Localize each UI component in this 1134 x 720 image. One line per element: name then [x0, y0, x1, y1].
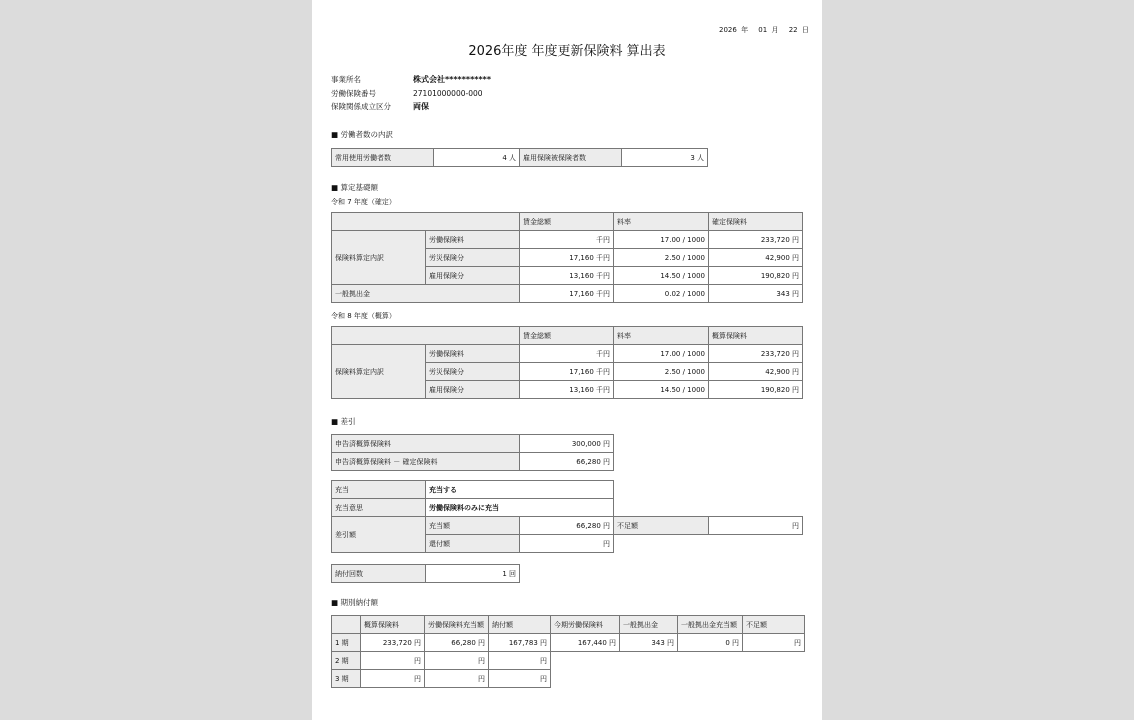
- table-row: [332, 285, 803, 303]
- premium-cell: 190,820 円: [709, 381, 803, 399]
- header-cell: 不足額: [743, 616, 805, 634]
- r8-subheading: 令和 8 年度（概算）: [331, 312, 396, 320]
- info-label-number: 労働保険番号: [331, 89, 376, 98]
- r7-table: [331, 212, 803, 303]
- allot-label: 充当: [332, 481, 426, 499]
- table-cell: 円: [425, 670, 489, 688]
- info-value-number: 27101000000-000: [413, 89, 483, 98]
- premium-cell: 42,900 円: [709, 363, 803, 381]
- rate-cell: 17.00 / 1000: [614, 231, 709, 249]
- date-year: 2026: [719, 26, 737, 34]
- rate-cell: 14.50 / 1000: [614, 381, 709, 399]
- allot-amount-label: 充当額: [426, 517, 520, 535]
- table-cell: 233,720 円: [361, 634, 425, 652]
- info-value-office: 株式会社***********: [413, 75, 492, 84]
- row-label: 雇用保険分: [426, 381, 520, 399]
- row-label: 一般拠出金: [332, 285, 520, 303]
- header-cell: 労働保険料充当額: [425, 616, 489, 634]
- premium-cell: 233,720 円: [709, 345, 803, 363]
- rate-cell: 2.50 / 1000: [614, 249, 709, 267]
- regular-workers-label: 常用使用労働者数: [332, 149, 434, 167]
- shortfall-value: 円: [709, 517, 803, 535]
- table-header-row: [332, 213, 803, 231]
- period-label: 3 期: [332, 670, 361, 688]
- section-heading-periodic: ■ 期別納付額: [331, 598, 378, 607]
- table-cell: 円: [743, 634, 805, 652]
- intent-value: 労働保険料のみに充当: [426, 499, 614, 517]
- table-cell: 円: [361, 670, 425, 688]
- group-label: 保険料算定内訳: [332, 345, 426, 399]
- regular-workers-value: 4 人: [434, 149, 520, 167]
- rate-cell: 14.50 / 1000: [614, 267, 709, 285]
- section-heading-workers: ■ 労働者数の内訳: [331, 130, 393, 139]
- table-row: [332, 499, 803, 517]
- declared-value: 300,000 円: [520, 435, 614, 453]
- section-heading-diff: ■ 差引: [331, 417, 356, 426]
- table-row: [332, 652, 805, 670]
- wage-cell: 17,160 千円: [520, 249, 614, 267]
- payment-count-table: [331, 564, 520, 583]
- table-cell: 円: [425, 652, 489, 670]
- r7-subheading: 令和 7 年度（確定）: [331, 198, 396, 206]
- wage-cell: 千円: [520, 231, 614, 249]
- header-cell: 賃金総額: [520, 213, 614, 231]
- row-label: 労災保険分: [426, 249, 520, 267]
- intent-label: 充当意思: [332, 499, 426, 517]
- date-year-unit: 年: [741, 26, 749, 34]
- header-cell: 料率: [614, 213, 709, 231]
- wage-cell: 17,160 千円: [520, 363, 614, 381]
- premium-cell: 190,820 円: [709, 267, 803, 285]
- table-cell: 66,280 円: [425, 634, 489, 652]
- header-cell: 確定保険料: [709, 213, 803, 231]
- table-cell: 167,783 円: [489, 634, 551, 652]
- allot-value: 充当する: [426, 481, 614, 499]
- header-cell: [332, 213, 520, 231]
- insured-workers-value: 3 人: [622, 149, 708, 167]
- r8-table: [331, 326, 803, 399]
- row-label: 労働保険料: [426, 345, 520, 363]
- rate-cell: 17.00 / 1000: [614, 345, 709, 363]
- insured-workers-label: 雇用保険被保険者数: [520, 149, 622, 167]
- count-label: 納付回数: [332, 565, 426, 583]
- info-value-category: 両保: [413, 102, 429, 111]
- minus-value: 66,280 円: [520, 453, 614, 471]
- document-page: [312, 0, 822, 720]
- shortfall-label: 不足額: [614, 517, 709, 535]
- declared-table: [331, 434, 614, 471]
- row-label: 労働保険料: [426, 231, 520, 249]
- premium-cell: 42,900 円: [709, 249, 803, 267]
- table-row: [332, 345, 803, 363]
- header-cell: 一般拠出金充当額: [678, 616, 743, 634]
- header-cell: 一般拠出金: [620, 616, 678, 634]
- issue-date: [717, 27, 809, 34]
- table-cell: 円: [489, 670, 551, 688]
- period-label: 2 期: [332, 652, 361, 670]
- wage-cell: 千円: [520, 345, 614, 363]
- section-heading-basis: ■ 算定基礎額: [331, 183, 378, 192]
- sub-label: 差引額: [332, 517, 426, 553]
- table-header-row: [332, 327, 803, 345]
- premium-cell: 343 円: [709, 285, 803, 303]
- header-cell: 料率: [614, 327, 709, 345]
- count-value: 1 回: [426, 565, 520, 583]
- allot-amount-value: 66,280 円: [520, 517, 614, 535]
- table-cell: 0 円: [678, 634, 743, 652]
- header-cell: 概算保険料: [709, 327, 803, 345]
- info-label-office: 事業所名: [331, 75, 361, 84]
- wage-cell: 13,160 千円: [520, 267, 614, 285]
- table-row: [332, 670, 805, 688]
- date-day-unit: 日: [801, 26, 809, 34]
- row-label: 労災保険分: [426, 363, 520, 381]
- table-row: [332, 435, 614, 453]
- declared-label: 申告済概算保険料: [332, 435, 520, 453]
- header-cell: 今期労働保険料: [551, 616, 620, 634]
- table-row: [332, 481, 803, 499]
- group-label: 保険料算定内訳: [332, 231, 426, 285]
- date-month-unit: 月: [771, 26, 779, 34]
- header-cell: 納付額: [489, 616, 551, 634]
- table-row: [332, 565, 520, 583]
- premium-cell: 233,720 円: [709, 231, 803, 249]
- header-cell: 賃金総額: [520, 327, 614, 345]
- page-title: 2026年度 年度更新保険料 算出表: [468, 44, 666, 59]
- period-label: 1 期: [332, 634, 361, 652]
- rate-cell: 2.50 / 1000: [614, 363, 709, 381]
- table-row: [332, 453, 614, 471]
- table-row: [332, 517, 803, 535]
- workers-table: [331, 148, 708, 167]
- wage-cell: 17,160 千円: [520, 285, 614, 303]
- wage-cell: 13,160 千円: [520, 381, 614, 399]
- row-label: 雇用保険分: [426, 267, 520, 285]
- header-cell: [332, 327, 520, 345]
- info-label-category: 保険関係成立区分: [331, 102, 391, 111]
- table-cell: 167,440 円: [551, 634, 620, 652]
- table-row: [332, 634, 805, 652]
- refund-value: 円: [520, 535, 614, 553]
- rate-cell: 0.02 / 1000: [614, 285, 709, 303]
- date-month: 01: [758, 26, 768, 34]
- date-day: 22: [788, 26, 798, 34]
- table-row: [332, 231, 803, 249]
- header-cell: [332, 616, 361, 634]
- periodic-table: [331, 615, 805, 688]
- table-cell: 343 円: [620, 634, 678, 652]
- header-cell: 概算保険料: [361, 616, 425, 634]
- allotment-table: [331, 480, 803, 553]
- table-cell: 円: [361, 652, 425, 670]
- table-header-row: [332, 616, 805, 634]
- minus-label: 申告済概算保険料 － 確定保険料: [332, 453, 520, 471]
- table-cell: 円: [489, 652, 551, 670]
- refund-label: 還付額: [426, 535, 520, 553]
